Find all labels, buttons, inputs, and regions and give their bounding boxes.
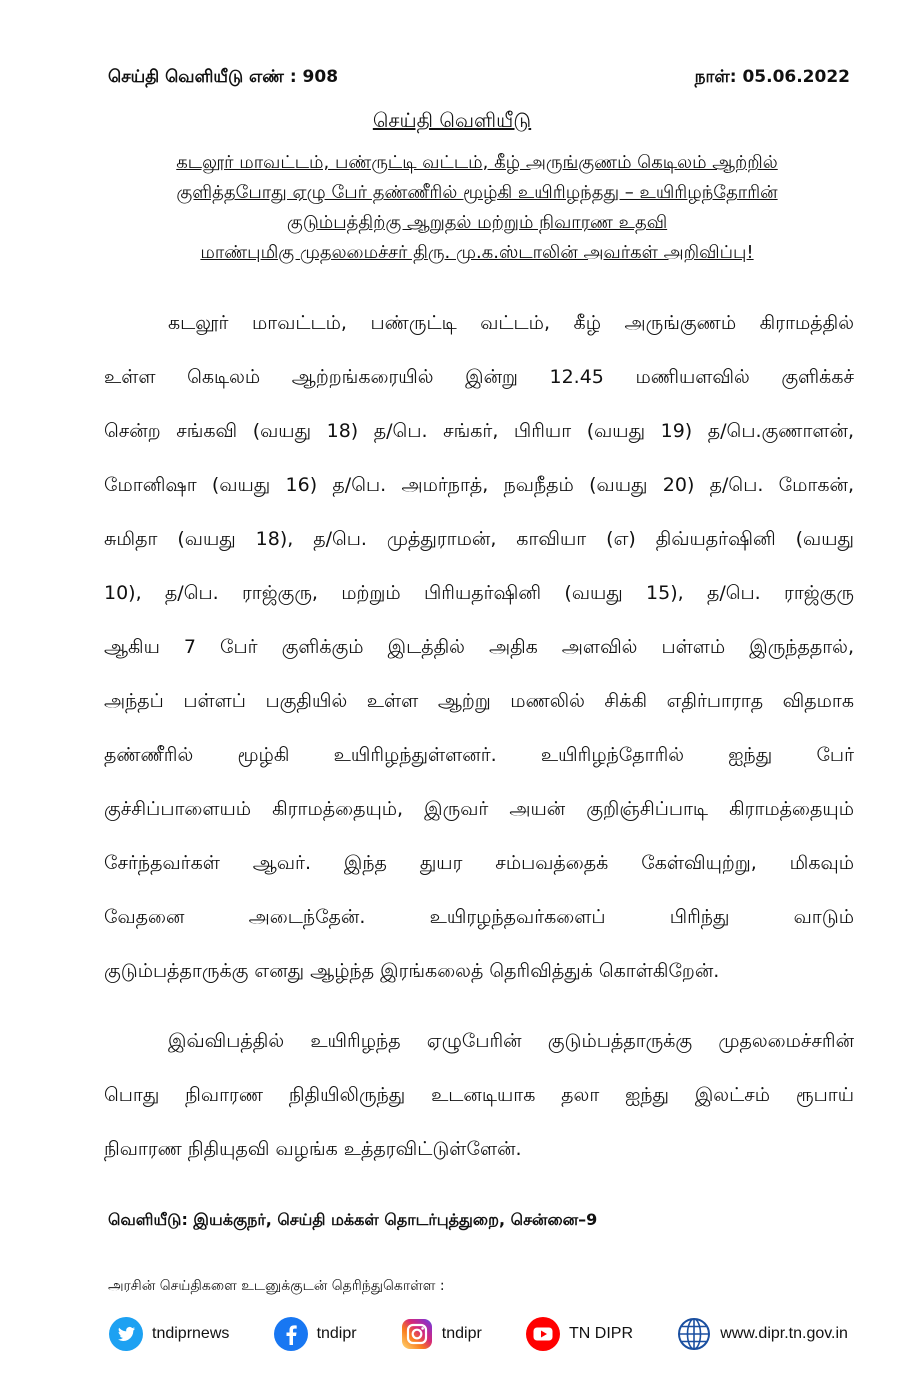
- youtube-handle: TN DIPR: [569, 1325, 633, 1342]
- social-facebook[interactable]: [273, 1316, 357, 1352]
- paragraph-1: [104, 296, 854, 998]
- youtube-icon: [525, 1316, 561, 1352]
- paragraph-line: உள்ள கெடிலம் ஆற்றங்கரையில் இன்று 12.45 மணியளவில் குளிக்கச்: [104, 366, 854, 388]
- header-row: [108, 64, 850, 92]
- headline-line: குடும்பத்திற்கு ஆறுதல் மற்றும் நிவாரண உதவி: [286, 212, 668, 233]
- headline-line: கடலூர் மாவட்டம், பண்ருட்டி வட்டம், கீழ் அருங்குணம் கெடிலம் ஆற்றில்: [176, 152, 778, 173]
- social-website[interactable]: [676, 1316, 848, 1352]
- social-twitter[interactable]: [108, 1316, 229, 1352]
- paragraph-line: நிவாரண நிதியுதவி வழங்க உத்தரவிட்டுள்ளேன்.: [104, 1138, 522, 1160]
- paragraph-line: சேர்ந்தவர்கள் ஆவர். இந்த துயர சம்பவத்தைக் கேள்வியுற்று, மிகவும்: [104, 852, 854, 874]
- twitter-icon: [108, 1316, 144, 1352]
- paragraph-line: பொது நிவாரண நிதியிலிருந்து உடனடியாக தலா ஐந்து இலட்சம் ரூபாய்: [104, 1084, 854, 1106]
- paragraph-2: [104, 1014, 854, 1176]
- globe-icon: [676, 1316, 712, 1352]
- paragraph-line: 10), த/பெ. ராஜ்குரு, மற்றும் பிரியதர்ஷினி (வயது 15), த/பெ. ராஜ்குரு: [104, 582, 854, 604]
- twitter-handle: tndiprnews: [152, 1325, 230, 1342]
- paragraph-line: குச்சிப்பாளையம் கிராமத்தையும், இருவர் அயன் குறிஞ்சிப்பாடி கிராமத்தையும்: [104, 798, 854, 820]
- paragraph-line: குடும்பத்தாருக்கு எனது ஆழ்ந்த இரங்கலைத் தெரிவித்துக் கொள்கிறேன்.: [104, 960, 720, 982]
- release-title: செய்தி வெளியீடு: [372, 108, 532, 132]
- paragraph-line: சென்ற சங்கவி (வயது 18) த/பெ. சங்கர், பிரியா (வயது 19) த/பெ.குணாளன்,: [104, 420, 854, 442]
- paragraph-line: தண்ணீரில் மூழ்கி உயிரிழந்துள்ளனர். உயிரிழந்தோரில் ஐந்து பேர்: [104, 744, 854, 766]
- paragraph-line: இவ்விபத்தில் உயிரிழந்த ஏழுபேரின் குடும்பத்தாருக்கு முதலமைச்சரின்: [168, 1030, 854, 1052]
- release-by: வெளியீடு: இயக்குநர், செய்தி மக்கள் தொடர்புத்துறை, சென்னை–9: [108, 1210, 598, 1229]
- social-instagram[interactable]: [400, 1317, 482, 1351]
- headline-line: மாண்புமிகு முதலமைச்சர் திரு. மு.க.ஸ்டாலின் அவர்கள் அறிவிப்பு!: [200, 242, 754, 263]
- paragraph-line: ஆகிய 7 பேர் குளிக்கும் இடத்தில் அதிக அளவில் பள்ளம் இருந்ததால்,: [104, 636, 854, 658]
- headline-line: குளித்தபோது ஏழு பேர் தண்ணீரில் மூழ்கி உயிரிழந்தது – உயிரிழந்தோரின்: [176, 182, 778, 203]
- release-number: செய்தி வெளியீடு எண் : 908: [108, 67, 339, 87]
- paragraph-line: அந்தப் பள்ளப் பகுதியில் உள்ள ஆற்று மணலில் சிக்கி எதிர்பாராத விதமாக: [104, 690, 854, 712]
- release-date: நாள்: 05.06.2022: [694, 67, 850, 87]
- follow-text: அரசின் செய்திகளை உடனுக்குடன் தெரிந்துகொள்ள :: [108, 1278, 445, 1294]
- headline: [104, 148, 850, 268]
- instagram-handle: tndipr: [441, 1325, 482, 1342]
- instagram-icon: [400, 1317, 434, 1351]
- facebook-icon: [273, 1316, 309, 1352]
- social-links: [108, 1314, 848, 1354]
- social-youtube[interactable]: [525, 1316, 633, 1352]
- paragraph-line: வேதனை அடைந்தேன். உயிரழந்தவர்களைப் பிரிந்து வாடும்: [104, 906, 854, 928]
- paragraph-line: கடலூர் மாவட்டம், பண்ருட்டி வட்டம், கீழ் அருங்குணம் கிராமத்தில்: [168, 312, 854, 334]
- facebook-handle: tndipr: [316, 1325, 357, 1342]
- paragraph-line: மோனிஷா (வயது 16) த/பெ. அமர்நாத், நவநீதம் (வயது 20) த/பெ. மோகன்,: [104, 474, 854, 496]
- paragraph-line: சுமிதா (வயது 18), த/பெ. முத்துராமன், காவியா (எ) திவ்யதர்ஷினி (வயது: [104, 528, 854, 550]
- website-url: www.dipr.tn.gov.in: [720, 1325, 848, 1342]
